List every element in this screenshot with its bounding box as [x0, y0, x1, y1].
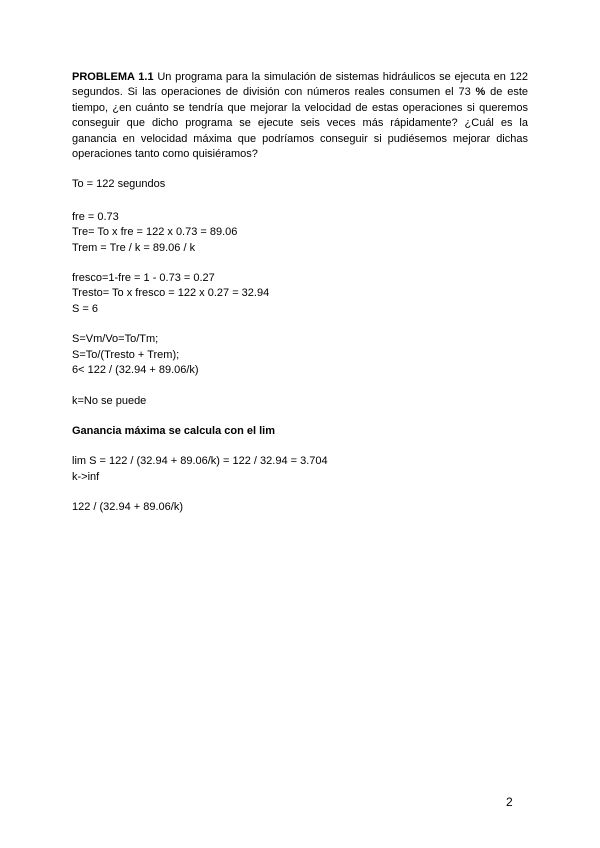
s-equals-6-line: S = 6 — [72, 302, 98, 315]
inequality-line: 6< 122 / (32.94 + 89.06/k) — [72, 364, 199, 377]
tre-line: Tre= To x fre = 122 x 0.73 = 89.06 — [72, 226, 238, 239]
s-definition-line: S=Vm/Vo=To/Tm; — [72, 333, 159, 346]
problem-label: PROBLEMA 1.1 — [72, 71, 154, 83]
section-heading: Ganancia máxima se calcula con el lim — [72, 424, 275, 437]
percent-sign: % — [475, 86, 486, 99]
fre-line: fre = 0.73 — [72, 210, 119, 223]
tresto-line: Tresto= To x fresco = 122 x 0.27 = 32.94 — [72, 287, 270, 300]
problem-statement — [72, 70, 528, 162]
trem-line: Trem = Tre / k = 89.06 / k — [72, 241, 196, 254]
to-line: To = 122 segundos — [72, 178, 166, 191]
page-content — [72, 70, 528, 516]
problem-text-2: de este tiempo, ¿en cuánto se tendría que mejorar la velocidad de estas operaciones si queremos conseguir que dicho programa se ejecute seis veces más rápidamente? ¿Cuál es la ganancia en velocidad máxima que podríamos conseguir si pudiésemos mejorar dichas operaciones tanto como quisiéramos? — [72, 86, 529, 161]
s-formula-line: S=To/(Tresto + Trem); — [72, 348, 180, 361]
final-expression-line: 122 / (32.94 + 89.06/k) — [72, 501, 183, 514]
problem-text-1: Un programa para la simulación de sistemas hidráulicos se ejecuta en 122 segundos. Si las operaciones de división con números reales consumen el 73 — [72, 71, 529, 99]
k-result-line: k=No se puede — [72, 394, 147, 407]
page-number: 2 — [506, 795, 513, 809]
limit-line: lim S = 122 / (32.94 + 89.06/k) = 122 / 32.94 = 3.704 — [72, 455, 328, 468]
k-to-infinity-line: k->inf — [72, 470, 100, 483]
fresco-line: fresco=1-fre = 1 - 0.73 = 0.27 — [72, 272, 215, 285]
